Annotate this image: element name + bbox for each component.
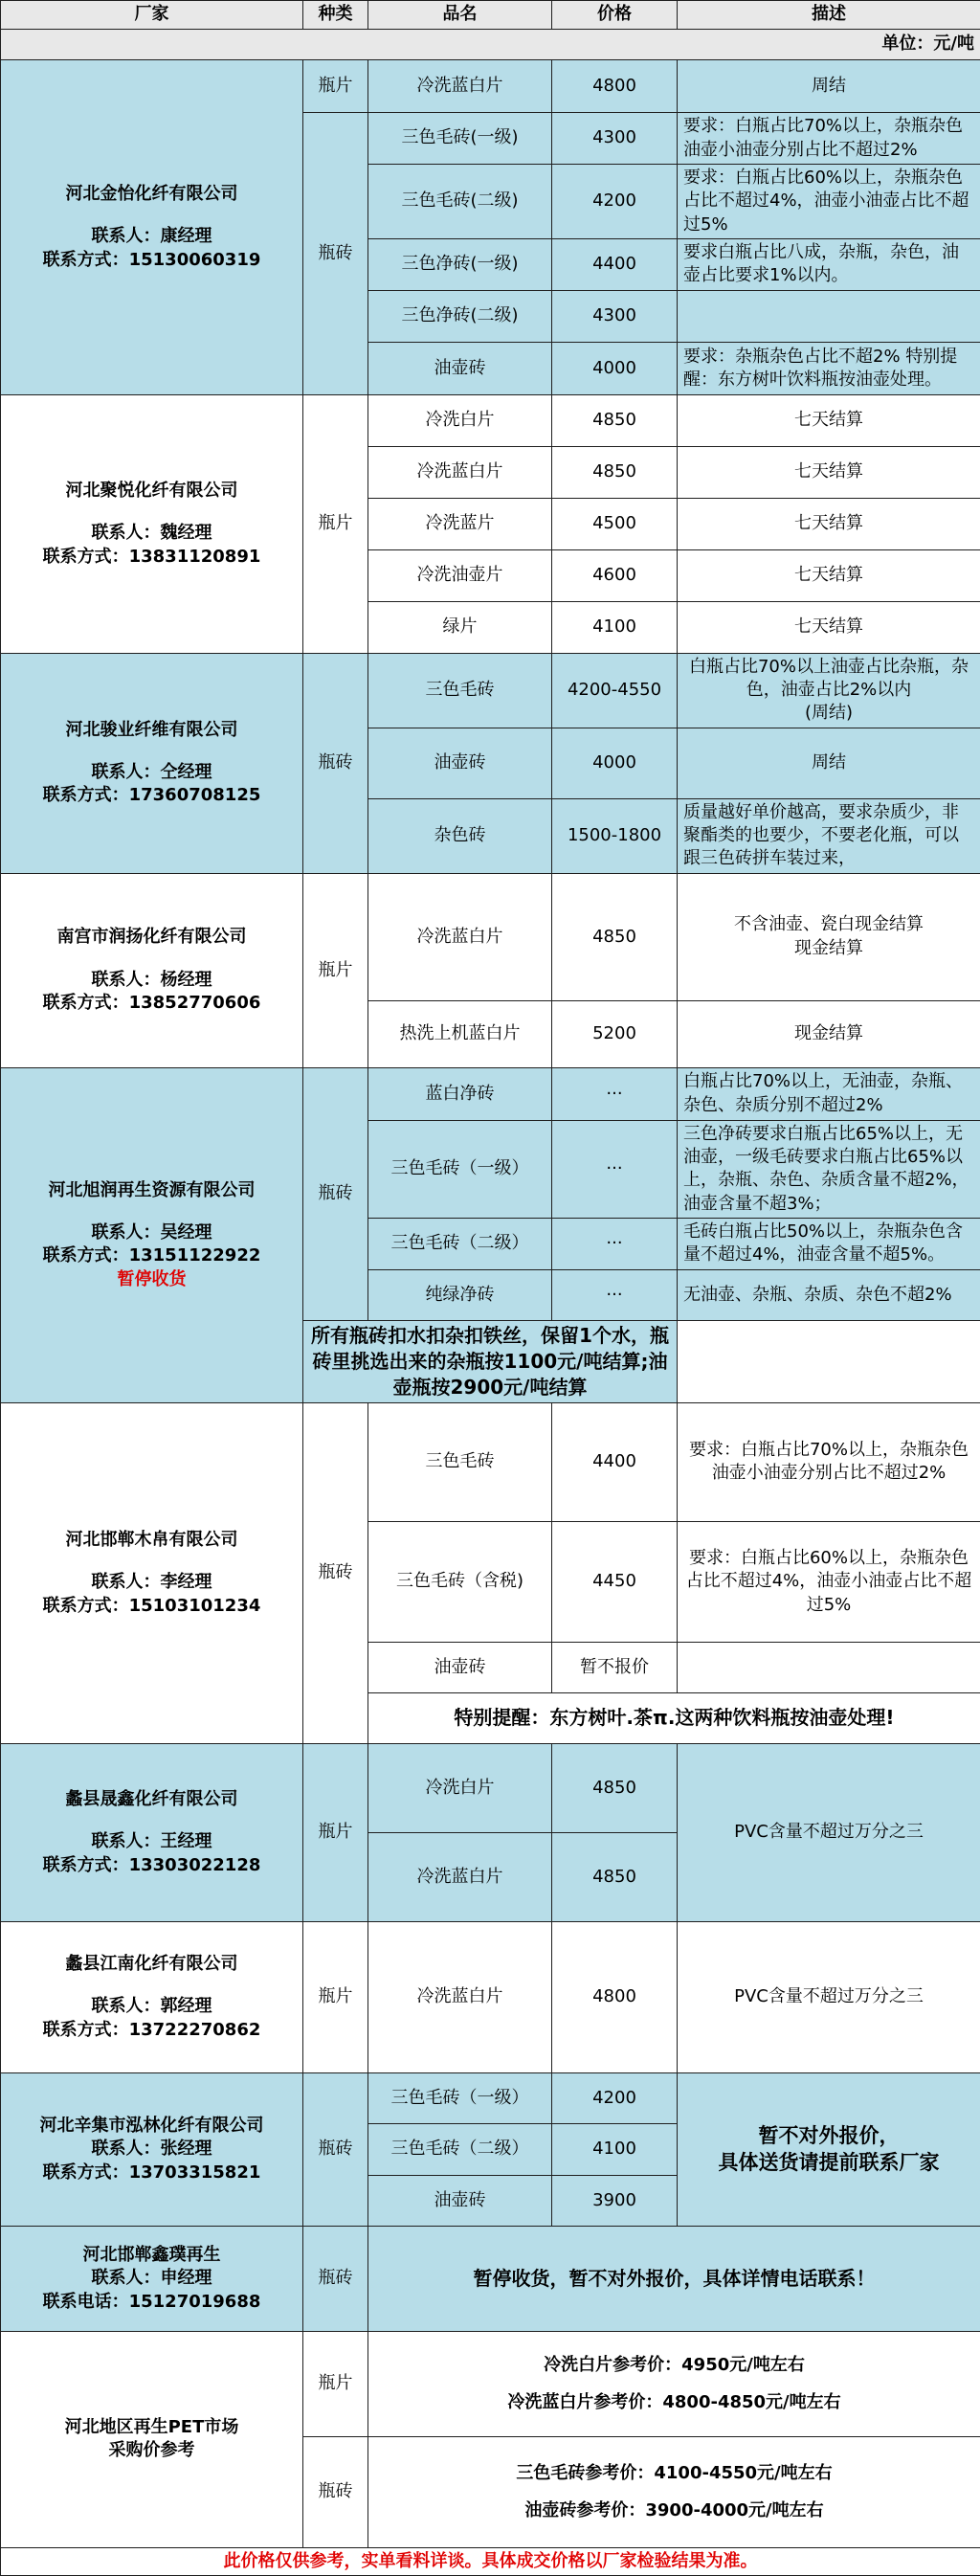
description: 周结	[678, 60, 980, 113]
price-value: ···	[552, 1218, 678, 1269]
price-value: 4600	[552, 549, 678, 601]
reference-price: 三色毛砖参考价：4100-4550元/吨左右	[374, 2454, 974, 2493]
price-value: 4450	[552, 1521, 678, 1642]
product-name: 杂色砖	[368, 798, 552, 873]
price-value: 暂不报价	[552, 1642, 678, 1692]
type-cell: 瓶片	[303, 1743, 368, 1921]
price-value: 4400	[552, 1402, 678, 1521]
description	[678, 653, 980, 728]
price-value: ···	[552, 1067, 678, 1120]
company-phone: 联系方式：15103101234	[7, 1595, 297, 1618]
description: 要求：白瓶占比70%以上，杂瓶杂色油壶小油壶分别占比不超过2%	[678, 113, 980, 165]
description-text: 白瓶占比70%以上油壶占比杂瓶，杂色，油壶占比2%以内	[683, 656, 974, 703]
type-cell: 瓶片	[303, 1921, 368, 2072]
price-value: 4200-4550	[552, 653, 678, 728]
description: 七天结算	[678, 498, 980, 549]
product-name: 冷洗蓝白片	[368, 1921, 552, 2072]
company-contact: 联系人：魏经理	[7, 522, 297, 545]
header-type: 种类	[303, 1, 368, 30]
company-cell	[1, 394, 303, 653]
price-value: 4300	[552, 113, 678, 165]
description: PVC含量不超过万分之三	[678, 1921, 980, 2072]
description-note: 现金结算	[683, 937, 974, 960]
header-product: 品名	[368, 1, 552, 30]
product-name: 冷洗油壶片	[368, 549, 552, 601]
price-value: 4850	[552, 873, 678, 1000]
type-cell: 瓶砖	[303, 113, 368, 395]
price-value: 4850	[552, 1832, 678, 1921]
company-phone: 联系方式：13831120891	[7, 546, 297, 569]
product-name: 冷洗蓝白片	[368, 1832, 552, 1921]
company-cell	[1, 1743, 303, 1921]
description: 三色净砖要求白瓶占比65%以上，无油壶，一级毛砖要求白瓶占比65%以上，杂瓶、杂色、杂质含量不超2%，油壶含量不超3%；	[678, 1120, 980, 1218]
company-name: 河北地区再生PET市场	[7, 2416, 297, 2439]
footer-disclaimer: 此价格仅供参考，实单看料详谈。具体成交价格以厂家检验结果为准。	[1, 2547, 980, 2575]
type-cell: 瓶砖	[303, 2072, 368, 2226]
description: 七天结算	[678, 446, 980, 498]
type-cell: 瓶砖	[303, 1402, 368, 1743]
price-value: ···	[552, 1120, 678, 1218]
company-phone: 联系方式：13303022128	[7, 1854, 297, 1877]
description	[678, 2072, 980, 2226]
description: 要求：白瓶占比60%以上，杂瓶杂色占比不超过4%，油壶小油壶占比不超过5%	[678, 1521, 980, 1642]
company-phone: 联系方式：13703315821	[7, 2162, 297, 2184]
price-value: ···	[552, 1269, 678, 1320]
price-value: 4200	[552, 2072, 678, 2123]
description: 无油壶、杂瓶、杂质、杂色不超2%	[678, 1269, 980, 1320]
header-factory: 厂家	[1, 1, 303, 30]
reference-prices	[368, 2436, 980, 2547]
company-phone: 联系方式：13852770606	[7, 992, 297, 1015]
description: 毛砖白瓶占比50%以上，杂瓶杂色含量不超过4%，油壶含量不超5%。	[678, 1218, 980, 1269]
company-contact: 联系人：王经理	[7, 1830, 297, 1853]
product-name: 三色毛砖	[368, 653, 552, 728]
company-phone: 联系方式：15130060319	[7, 249, 297, 272]
company-name: 蠡县晟鑫化纤有限公司	[7, 1788, 297, 1811]
price-value: 4000	[552, 728, 678, 798]
description-note: (周结)	[683, 702, 974, 725]
company-contact: 联系人：申经理	[7, 2267, 297, 2290]
type-cell: 瓶片	[303, 394, 368, 653]
price-value: 4100	[552, 2123, 678, 2175]
description-text: 暂不对外报价，	[683, 2122, 974, 2149]
type-cell: 瓶砖	[303, 2436, 368, 2547]
description: 七天结算	[678, 601, 980, 653]
description: 七天结算	[678, 549, 980, 601]
product-name: 三色毛砖（二级）	[368, 2123, 552, 2175]
company-name: 河北邯郸鑫璞再生	[7, 2244, 297, 2267]
reference-price: 冷洗白片参考价：4950元/吨左右	[374, 2346, 974, 2385]
type-cell: 瓶片	[303, 2331, 368, 2436]
company-contact: 联系人：吴经理	[7, 1221, 297, 1244]
company-cell	[1, 653, 303, 873]
price-value: 4850	[552, 394, 678, 446]
product-name: 三色净砖(二级)	[368, 290, 552, 342]
product-name: 冷洗蓝白片	[368, 60, 552, 113]
note-text: 所有瓶砖扣水扣杂扣铁丝，保留1个水，瓶砖里挑选出来的杂瓶按1100元/吨结算;油壶瓶按2900元/吨结算	[303, 1320, 678, 1402]
price-value: 4800	[552, 60, 678, 113]
product-name: 油壶砖	[368, 728, 552, 798]
description: PVC含量不超过万分之三	[678, 1743, 980, 1921]
reference-prices	[368, 2331, 980, 2436]
description: 白瓶占比70%以上，无油壶，杂瓶、杂色、杂质分别不超过2%	[678, 1067, 980, 1120]
company-phone: 联系方式：13722270862	[7, 2019, 297, 2042]
company-phone: 联系方式：17360708125	[7, 784, 297, 807]
company-contact: 联系人：康经理	[7, 225, 297, 248]
description: 现金结算	[678, 1000, 980, 1067]
company-contact: 联系人：李经理	[7, 1571, 297, 1594]
company-contact: 联系人：仝经理	[7, 761, 297, 784]
note-text: 暂停收货，暂不对外报价，具体详情电话联系！	[368, 2226, 980, 2331]
company-name: 河北聚悦化纤有限公司	[7, 480, 297, 503]
type-cell: 瓶片	[303, 873, 368, 1067]
company-contact: 联系人：郭经理	[7, 1995, 297, 2018]
product-name: 油壶砖	[368, 342, 552, 394]
type-cell: 瓶片	[303, 60, 368, 113]
company-cell	[1, 1921, 303, 2072]
product-name: 油壶砖	[368, 2175, 552, 2226]
price-value: 4100	[552, 601, 678, 653]
product-name: 三色净砖(一级)	[368, 238, 552, 290]
reference-price: 油壶砖参考价：3900-4000元/吨左右	[374, 2492, 974, 2530]
note-text: 特别提醒：东方树叶.茶π.这两种饮料瓶按油壶处理!	[368, 1692, 980, 1743]
product-name: 蓝白净砖	[368, 1067, 552, 1120]
price-value: 4300	[552, 290, 678, 342]
price-value: 4850	[552, 446, 678, 498]
company-phone: 联系电话：15127019688	[7, 2291, 297, 2314]
price-value: 4850	[552, 1743, 678, 1832]
description	[678, 290, 980, 342]
company-cell	[1, 1402, 303, 1743]
product-name: 三色毛砖	[368, 1402, 552, 1521]
price-value: 4400	[552, 238, 678, 290]
product-name: 纯绿净砖	[368, 1269, 552, 1320]
description: 质量越好单价越高，要求杂质少，非聚酯类的也要少，不要老化瓶，可以跟三色砖拼车装过来，	[678, 798, 980, 873]
company-subtitle: 采购价参考	[7, 2439, 297, 2462]
product-name: 三色毛砖（一级）	[368, 1120, 552, 1218]
description: 要求白瓶占比八成，杂瓶，杂色，油壶占比要求1%以内。	[678, 238, 980, 290]
product-name: 三色毛砖(二级)	[368, 165, 552, 239]
status-text: 暂停收货	[7, 1268, 297, 1291]
product-name: 冷洗蓝片	[368, 498, 552, 549]
company-contact: 联系人：杨经理	[7, 969, 297, 992]
price-value: 4500	[552, 498, 678, 549]
price-value: 4200	[552, 165, 678, 239]
company-cell	[1, 2331, 303, 2547]
product-name: 冷洗白片	[368, 1743, 552, 1832]
description-text: 不含油壶、瓷白现金结算	[683, 913, 974, 936]
description	[678, 1642, 980, 1692]
company-cell	[1, 60, 303, 395]
company-contact: 联系人：张经理	[7, 2138, 297, 2161]
company-cell	[1, 2072, 303, 2226]
company-name: 南宫市润扬化纤有限公司	[7, 926, 297, 949]
description: 周结	[678, 728, 980, 798]
unit-label: 单位：元/吨	[1, 30, 980, 60]
reference-price: 冷洗蓝白片参考价：4800-4850元/吨左右	[374, 2384, 974, 2422]
description: 要求：杂瓶杂色占比不超2% 特别提醒：东方树叶饮料瓶按油壶处理。	[678, 342, 980, 394]
price-value: 1500-1800	[552, 798, 678, 873]
company-name: 蠡县江南化纤有限公司	[7, 1953, 297, 1976]
company-name: 河北旭润再生资源有限公司	[7, 1179, 297, 1202]
price-value: 4000	[552, 342, 678, 394]
product-name: 三色毛砖（一级）	[368, 2072, 552, 2123]
company-name: 河北邯郸木帛有限公司	[7, 1529, 297, 1552]
price-value: 3900	[552, 2175, 678, 2226]
product-name: 冷洗蓝白片	[368, 446, 552, 498]
price-value: 5200	[552, 1000, 678, 1067]
product-name: 三色毛砖(一级)	[368, 113, 552, 165]
company-name: 河北金怡化纤有限公司	[7, 183, 297, 206]
company-phone: 联系方式：13151122922	[7, 1244, 297, 1267]
description-note: 具体送货请提前联系厂家	[683, 2149, 974, 2176]
description: 七天结算	[678, 394, 980, 446]
company-cell	[1, 1067, 303, 1402]
description: 要求：白瓶占比70%以上，杂瓶杂色油壶小油壶分别占比不超过2%	[678, 1402, 980, 1521]
header-price: 价格	[552, 1, 678, 30]
type-cell: 瓶砖	[303, 1067, 368, 1320]
description: 要求：白瓶占比60%以上，杂瓶杂色占比不超过4%，油壶小油壶占比不超过5%	[678, 165, 980, 239]
company-name: 河北辛集市泓林化纤有限公司	[7, 2115, 297, 2138]
product-name: 油壶砖	[368, 1642, 552, 1692]
product-name: 热洗上机蓝白片	[368, 1000, 552, 1067]
product-name: 冷洗白片	[368, 394, 552, 446]
header-description: 描述	[678, 1, 980, 30]
company-cell	[1, 873, 303, 1067]
description	[678, 873, 980, 1000]
company-cell	[1, 2226, 303, 2331]
product-name: 冷洗蓝白片	[368, 873, 552, 1000]
type-cell: 瓶砖	[303, 2226, 368, 2331]
price-value: 4800	[552, 1921, 678, 2072]
company-name: 河北骏业纤维有限公司	[7, 719, 297, 742]
product-name: 三色毛砖（含税)	[368, 1521, 552, 1642]
type-cell: 瓶砖	[303, 653, 368, 873]
product-name: 三色毛砖（二级）	[368, 1218, 552, 1269]
product-name: 绿片	[368, 601, 552, 653]
